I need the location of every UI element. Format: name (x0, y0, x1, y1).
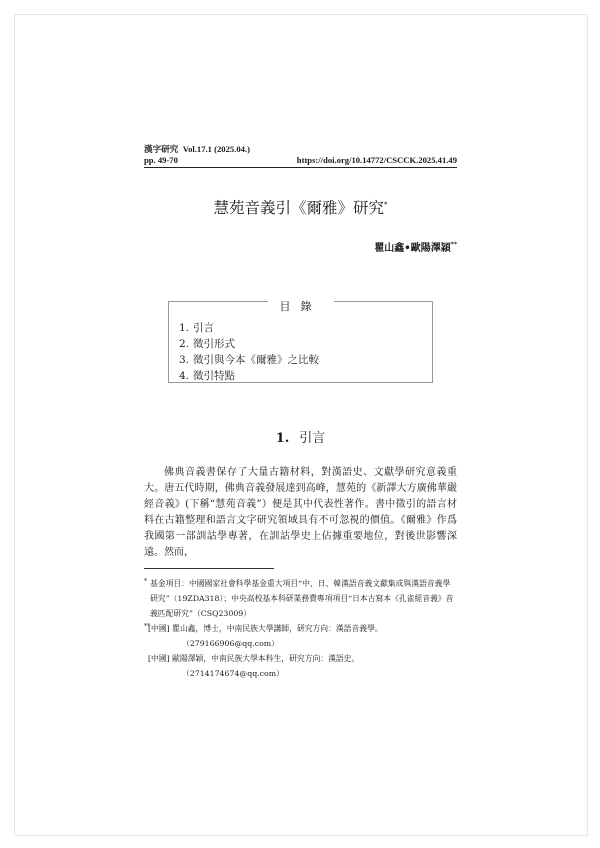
toc-item[interactable] (179, 352, 319, 368)
section-number: 1. (275, 431, 290, 446)
footnote-1-text: 基金項目：中國國家社會科學基金重大項目“中、日、韓漢語音義文獻集成與漢語音義學研究”（19ZDA318）；中央高校基本科研業務費專項項目“日本古寫本《孔雀經音義》音義匹配研究”（CSQ23009） (150, 579, 454, 618)
page-range: pp. 49-70 (144, 155, 178, 165)
journal-name: 漢字研究 (144, 144, 179, 154)
toc-item-label: 引言 (193, 322, 215, 334)
toc-heading: 目錄 (268, 300, 334, 313)
paper-title (144, 196, 457, 218)
toc-item[interactable] (179, 336, 319, 352)
toc-heading-wrap (169, 295, 432, 314)
toc-item-number: 4. (179, 370, 190, 382)
doi-link[interactable]: https://doi.org/10.14772/CSCCK.2025.41.49 (296, 155, 457, 165)
footnote-2 (144, 621, 457, 681)
body-text (144, 465, 457, 561)
toc-item-label: 徵引與今本《爾雅》之比較 (193, 354, 320, 366)
footnote-2-email-a[interactable]: （279166906@qq.com） (182, 639, 279, 648)
journal-header (144, 143, 457, 155)
toc-item-number: 2. (179, 338, 190, 350)
paper-title-text: 慧苑音義引《爾雅》研究 (213, 199, 384, 217)
toc-item-label: 徵引形式 (193, 338, 236, 350)
section-heading (144, 427, 457, 446)
footnote-1 (144, 576, 457, 621)
footnote-1-mark: * (144, 578, 147, 585)
page-border (14, 14, 588, 836)
header-rule (144, 167, 457, 168)
table-of-contents (168, 301, 433, 383)
toc-item-label: 徵引特點 (193, 370, 236, 382)
footnote-2-author-a: [中國] 瞿山鑫，博士，中南民族大學講師，研究方向：漢語音義學。 (148, 624, 383, 633)
authors (374, 239, 457, 254)
footnote-rule (144, 568, 274, 569)
footnote-2-author-b: [中國] 歐陽澤穎，中南民族大學本科生，研究方向：漢語史。 (148, 654, 360, 663)
toc-item-number: 3. (179, 354, 190, 366)
section-title: 引言 (299, 431, 326, 446)
footnote-2-mark: ** (144, 623, 150, 630)
toc-item[interactable] (179, 320, 319, 336)
page-range-row (144, 155, 457, 165)
footnotes (144, 576, 457, 681)
title-footnote-mark[interactable]: * (384, 200, 388, 209)
journal-volume: Vol.17.1 (2025.04.) (182, 144, 250, 154)
toc-item-number: 1. (179, 322, 190, 334)
authors-text: 瞿山鑫•歐陽澤穎 (374, 243, 451, 254)
toc-item[interactable] (179, 368, 319, 384)
body-paragraph: 佛典音義書保存了大量古籍材料，對漢語史、文獻學研究意義重大。唐五代時期，佛典音義發展達到高峰，慧苑的《新譯大方廣佛華嚴經音義》(下稱“慧苑音義”）便是其中代表性著作。書中徵引的語言材料在古籍整理和語言文字研究領域具有不可忽視的價值。《爾雅》作爲我國第一部訓詁學專著，在訓詁學史上佔據重要地位，對後世影響深遠。然而， (144, 467, 457, 558)
toc-list (179, 320, 319, 384)
authors-footnote-mark[interactable]: ** (450, 241, 457, 249)
footnote-2-email-b[interactable]: （2714174674@qq.com） (182, 669, 284, 678)
